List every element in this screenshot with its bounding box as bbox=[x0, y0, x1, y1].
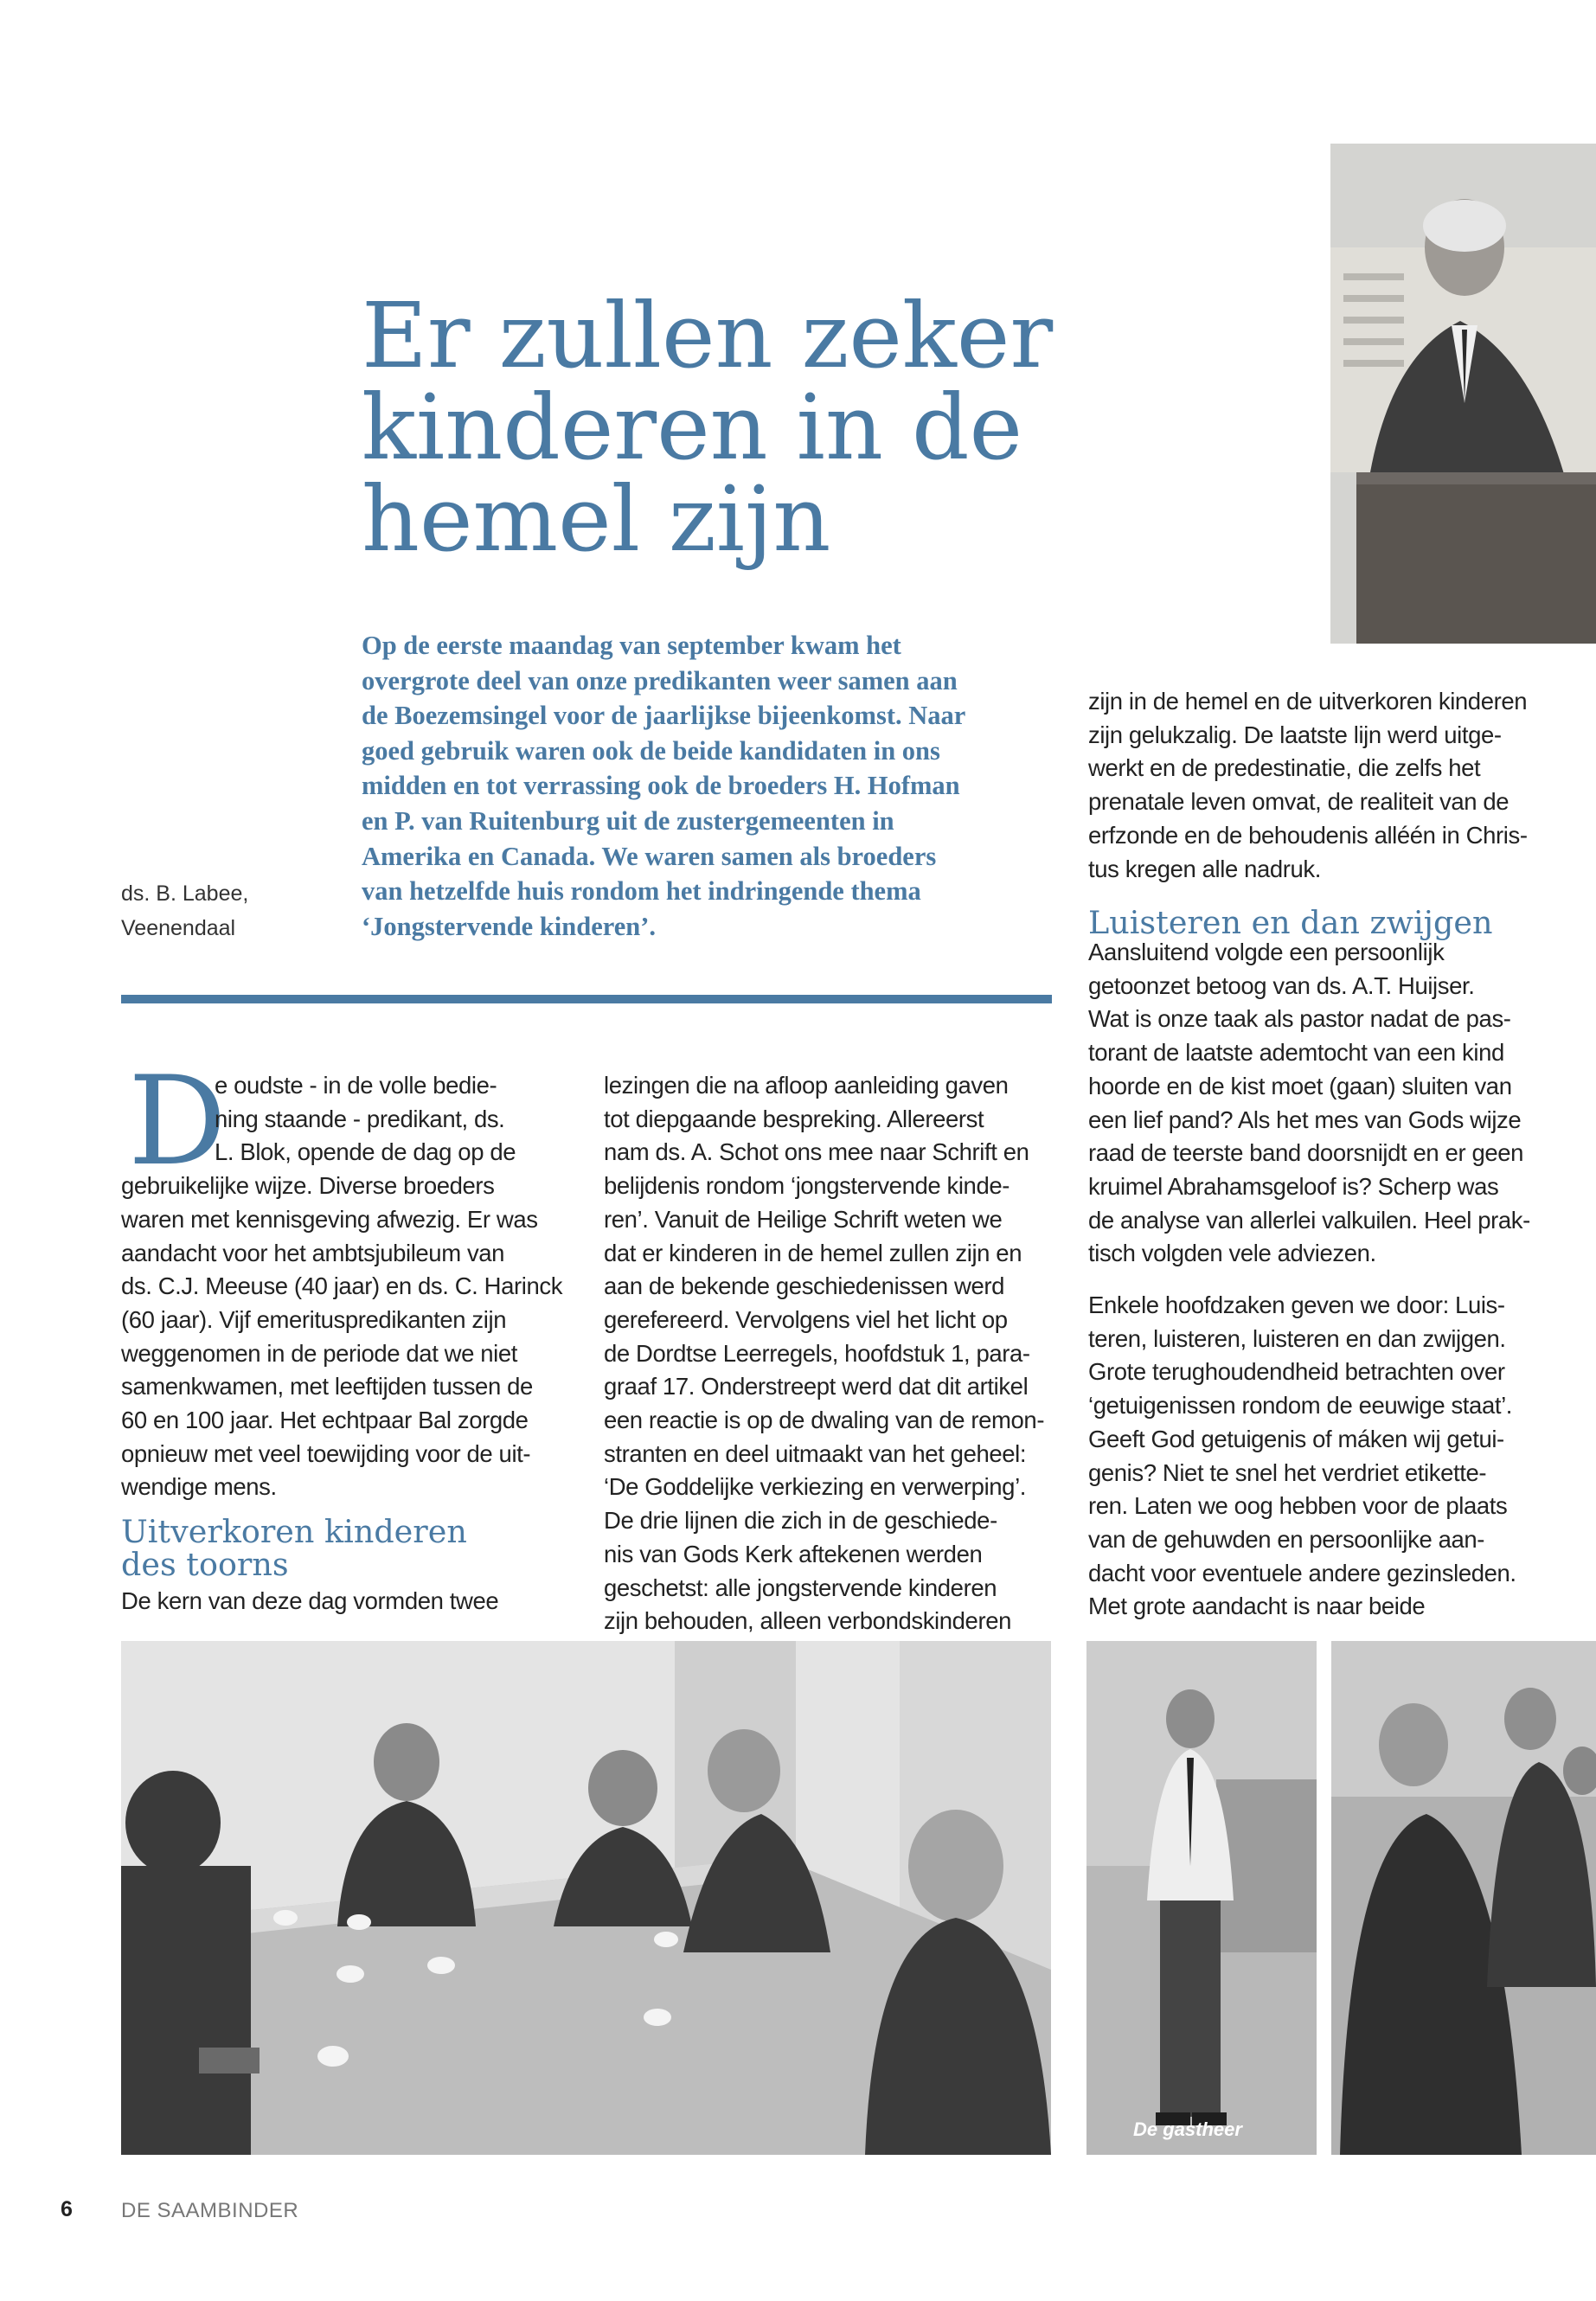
body-line: ‘De Goddelijke verkiezing en verwerping’. bbox=[604, 1473, 1027, 1501]
body-line: dat er kinderen in de hemel zullen zijn en bbox=[604, 1239, 1022, 1266]
magazine-name: DE SAAMBINDER bbox=[121, 2199, 299, 2222]
body-line: dacht voor eventuele andere gezinsleden. bbox=[1088, 1559, 1516, 1586]
photo-speaker-at-lectern bbox=[1330, 144, 1596, 644]
body-line: stranten en deel uitmaakt van het geheel: bbox=[604, 1439, 1027, 1467]
subheading-luisteren: Luisteren en dan zwijgen bbox=[1088, 904, 1493, 941]
body-line: weggenomen in de periode dat we niet bbox=[121, 1339, 518, 1367]
author-name: ds. B. Labee, bbox=[121, 881, 249, 906]
photo-host-drawing bbox=[1086, 1641, 1317, 2155]
body-line: opnieuw met veel toewijding voor de uit- bbox=[121, 1439, 531, 1467]
body-line: waren met kennisgeving afwezig. Er was bbox=[121, 1205, 538, 1233]
title-line: kinderen in de bbox=[362, 375, 1023, 480]
body-line: wendige mens. bbox=[121, 1473, 277, 1501]
body-line: de Dordtse Leerregels, hoofdstuk 1, para- bbox=[604, 1339, 1030, 1367]
author-byline bbox=[121, 876, 346, 945]
body-line: e oudste - in de volle bedie- bbox=[215, 1072, 497, 1099]
body-line: Wat is onze taak als pastor nadat de pas- bbox=[1088, 1005, 1511, 1033]
body-column-1 bbox=[121, 1069, 571, 1504]
body-line: gebruikelijke wijze. Diverse broeders bbox=[121, 1172, 495, 1200]
article-title bbox=[362, 283, 1054, 572]
body-line: zijn in de hemel en de uitverkoren kinderen bbox=[1088, 688, 1528, 715]
body-line: belijdenis rondom ‘jongstervende kinde- bbox=[604, 1172, 1010, 1200]
body-line: werkt en de predestinatie, die zelfs het bbox=[1088, 754, 1481, 782]
body-line: Geeft God getuigenis of máken wij getui- bbox=[1088, 1425, 1504, 1452]
body-line: zijn gelukzalig. De laatste lijn werd uitge- bbox=[1088, 721, 1502, 748]
body-line: 60 en 100 jaar. Het echtpaar Bal zorgde bbox=[121, 1407, 529, 1434]
photo-speaker-drawing bbox=[1330, 144, 1596, 644]
body-line: De drie lijnen die zich in de geschiede- bbox=[604, 1507, 997, 1535]
body-line: graaf 17. Onderstreept werd dat dit artikel bbox=[604, 1373, 1029, 1400]
photo-meeting-drawing bbox=[121, 1641, 1051, 2155]
body-line: teren, luisteren, luisteren en dan zwijgen. bbox=[1088, 1324, 1506, 1352]
divider-rule bbox=[121, 995, 1052, 1003]
body-line: De kern van deze dag vormden twee bbox=[121, 1587, 499, 1614]
body-line: Aansluitend volgde een persoonlijk bbox=[1088, 939, 1445, 965]
body-line: de analyse van allerlei valkuilen. Heel prak- bbox=[1088, 1206, 1530, 1234]
body-line: erfzonde en de behoudenis alléén in Chris- bbox=[1088, 821, 1528, 849]
author-location: Veenendaal bbox=[121, 916, 236, 940]
photo-group-drawing bbox=[1331, 1641, 1596, 2155]
subheading-uitverkoren bbox=[121, 1513, 571, 1583]
body-line: van de gehuwden en persoonlijke aan- bbox=[1088, 1525, 1485, 1553]
body-line: een reactie is op de dwaling van de remon- bbox=[604, 1407, 1045, 1434]
body-line: (60 jaar). Vijf emerituspredikanten zijn bbox=[121, 1305, 507, 1333]
body-line: aan de bekende geschiedenissen werd bbox=[604, 1272, 1005, 1300]
body-line: ds. C.J. Meeuse (40 jaar) en ds. C. Harinck bbox=[121, 1272, 563, 1300]
body-line: tus kregen alle nadruk. bbox=[1088, 855, 1322, 882]
body-line: hoorde en de kist moet (gaan) sluiten van bbox=[1088, 1072, 1512, 1099]
body-line: ning staande - predikant, ds. bbox=[215, 1105, 505, 1132]
page-number: 6 bbox=[61, 2197, 73, 2221]
subheading-line: Uitverkoren kinderen bbox=[121, 1513, 467, 1550]
body-column-3-middle bbox=[1088, 936, 1573, 1271]
photo-group-standing bbox=[1331, 1641, 1596, 2155]
photo-meeting-table bbox=[121, 1641, 1051, 2155]
subheading-line: des toorns bbox=[121, 1546, 289, 1583]
intro-line: ‘Jongstervende kinderen’. bbox=[362, 911, 657, 941]
body-column-2 bbox=[604, 1069, 1054, 1638]
photo-caption: De gastheer bbox=[1133, 2118, 1242, 2140]
body-line: tisch volgden vele adviezen. bbox=[1088, 1240, 1376, 1267]
intro-line: Op de eerste maandag van september kwam het bbox=[362, 631, 901, 660]
body-line: samenkwamen, met leeftijden tussen de bbox=[121, 1373, 533, 1400]
body-line: geschetst: alle jongstervende kinderen bbox=[604, 1574, 997, 1601]
body-line: L. Blok, opende de dag op de bbox=[215, 1138, 516, 1166]
body-line: ren’. Vanuit de Heilige Schrift weten we bbox=[604, 1205, 1003, 1233]
body-column-3-bottom bbox=[1088, 1289, 1573, 1624]
photo-host bbox=[1086, 1641, 1317, 2155]
intro-line: en P. van Ruitenburg uit de zustergemeenten in bbox=[362, 805, 894, 836]
intro-line: overgrote deel van onze predikanten weer samen aan bbox=[362, 665, 958, 695]
intro-line: de Boezemsingel voor de jaarlijkse bijeenkomst. Naar bbox=[362, 701, 966, 731]
body-line: raad de teerste band doorsnijdt en er geen bbox=[1088, 1139, 1524, 1167]
body-line: prenatale leven omvat, de realiteit van de bbox=[1088, 788, 1509, 816]
body-line: torant de laatste ademtocht van een kind bbox=[1088, 1039, 1504, 1067]
drop-cap: D bbox=[128, 1050, 227, 1193]
body-line: genis? Niet te snel het verdriet etikette- bbox=[1088, 1458, 1487, 1486]
body-line: zijn behouden, alleen verbondskinderen bbox=[604, 1607, 1011, 1635]
article-intro bbox=[362, 628, 1054, 944]
body-line: kruimel Abrahamsgeloof is? Scherp was bbox=[1088, 1172, 1499, 1200]
body-line: getoonzet betoog van ds. A.T. Huijser. bbox=[1088, 971, 1475, 999]
body-line: ren. Laten we oog hebben voor de plaats bbox=[1088, 1492, 1508, 1520]
body-line: een lief pand? Als het mes van Gods wijze bbox=[1088, 1106, 1522, 1133]
intro-line: midden en tot verrassing ook de broeders H. Hofman bbox=[362, 771, 960, 801]
body-line: tot diepgaande bespreking. Allereerst bbox=[604, 1105, 984, 1132]
intro-line: Amerika en Canada. We waren samen als broeders bbox=[362, 841, 937, 871]
body-line: lezingen die na afloop aanleiding gaven bbox=[604, 1072, 1009, 1099]
body-line: Enkele hoofdzaken geven we door: Luis- bbox=[1088, 1292, 1505, 1318]
body-line: nam ds. A. Schot ons mee naar Schrift en bbox=[604, 1138, 1029, 1166]
title-line: hemel zijn bbox=[362, 466, 831, 572]
title-line: Er zullen zeker bbox=[362, 283, 1054, 388]
body-column-3-top bbox=[1088, 685, 1573, 886]
body-line: ‘getuigenissen rondom de eeuwige staat’. bbox=[1088, 1392, 1513, 1420]
body-line: Grote terughoudendheid betrachten over bbox=[1088, 1358, 1505, 1386]
body-line: Met grote aandacht is naar beide bbox=[1088, 1593, 1426, 1620]
body-line: aandacht voor het ambtsjubileum van bbox=[121, 1239, 505, 1266]
body-line: gerefereerd. Vervolgens viel het licht op bbox=[604, 1305, 1008, 1333]
intro-line: van hetzelfde huis rondom het indringende thema bbox=[362, 876, 921, 907]
body-line: nis van Gods Kerk aftekenen werden bbox=[604, 1540, 983, 1567]
intro-line: goed gebruik waren ook de beide kandidaten in ons bbox=[362, 735, 940, 766]
